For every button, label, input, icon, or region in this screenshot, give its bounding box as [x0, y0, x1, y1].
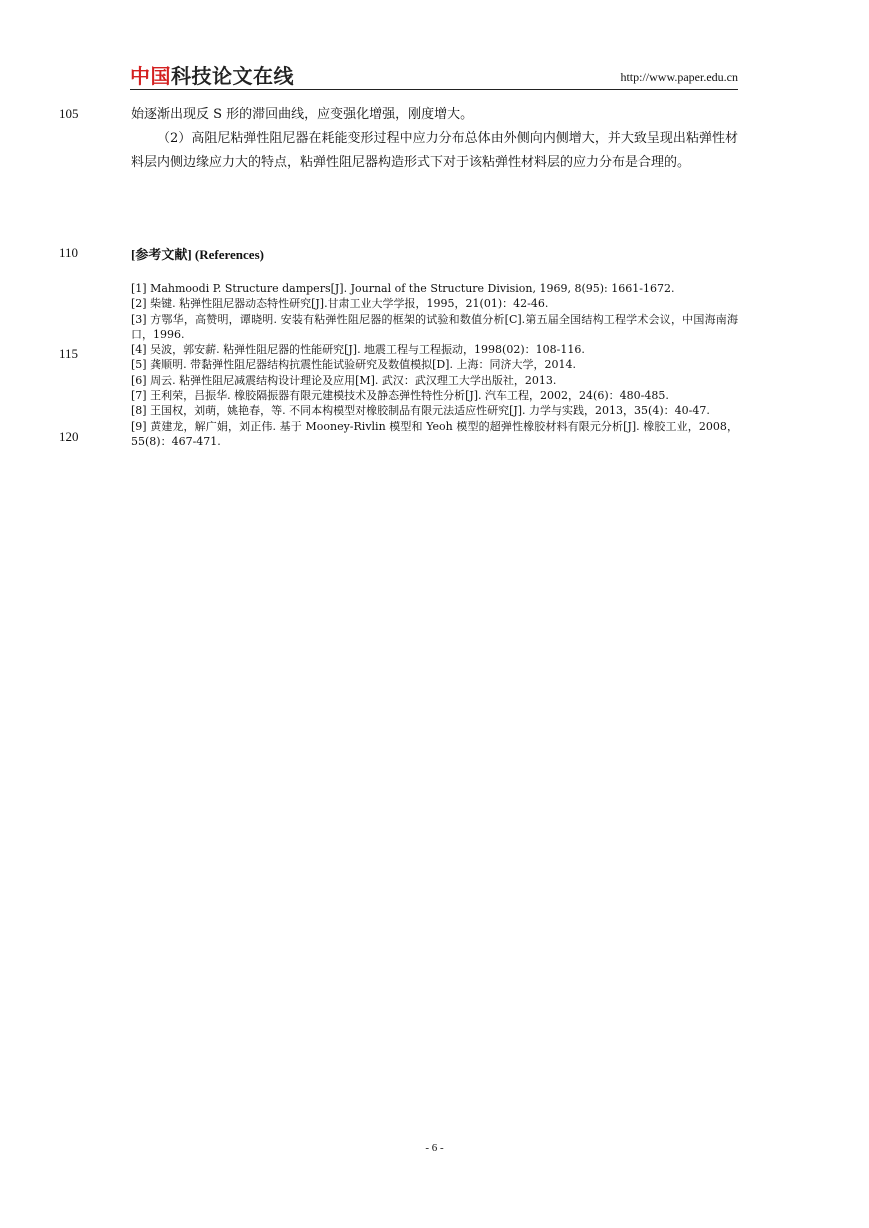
reference-item-4: [4] 吴波，郭安薪. 粘弹性阻尼器的性能研究[J]. 地震工程与工程振动，1998(02)：108-116. — [131, 343, 585, 357]
line-number-105: 105 — [59, 106, 79, 121]
reference-item-2: [2] 柴键. 粘弹性阻尼器动态特性研究[J].甘肃工业大学学报，1995，21(01)：42-46. — [131, 297, 549, 311]
references-list — [131, 281, 738, 449]
reference-item-1: [1] Mahmoodi P. Structure dampers[J]. Journal of the Structure Division, 1969, 8(95): 1661-1672. — [131, 282, 675, 295]
references-heading: [参考文献] (References) — [131, 247, 264, 262]
line-number-120: 120 — [59, 429, 79, 444]
page-number: - 6 - — [425, 1142, 444, 1154]
page-header — [130, 64, 738, 90]
line-number-115: 115 — [59, 346, 79, 361]
logo-text-dark: 科技论文在线 — [171, 64, 294, 88]
logo-text-red: 中国 — [130, 64, 171, 88]
reference-item-3: [3] 方鄂华，高赞明，谭晓明. 安装有粘弹性阻尼器的框架的试验和数值分析[C].第五届全国结构工程学术会议，中国海南海口，1996. — [131, 312, 738, 341]
body-paragraph-1: 始逐渐出现反 S 形的滞回曲线，应变强化增强，刚度增大。 — [131, 107, 474, 122]
header-url: http://www.paper.edu.cn — [620, 70, 738, 84]
line-number-110: 110 — [59, 245, 79, 260]
reference-item-5: [5] 龚顺明. 带黏弹性阻尼器结构抗震性能试验研究及数值模拟[D]. 上海：同济大学，2014. — [131, 358, 576, 372]
reference-item-6: [6] 周云. 粘弹性阻尼减震结构设计理论及应用[M]. 武汉：武汉理工大学出版社，2013. — [131, 373, 557, 387]
reference-item-9: [9] 黄建龙，解广娟，刘正伟. 基于 Mooney-Rivlin 模型和 Yeoh 模型的超弹性橡胶材料有限元分析[J]. 橡胶工业，2008，55(8)：467-471. — [131, 419, 738, 448]
site-logo — [130, 64, 294, 88]
body-paragraph-2: （2）高阻尼粘弹性阻尼器在耗能变形过程中应力分布总体由外侧向内侧增大，并大致呈现出粘弹性材料层内侧边缘应力大的特点，粘弹性阻尼器构造形式下对于该粘弹性材料层的应力分布是合理的。 — [131, 131, 738, 170]
reference-item-8: [8] 王国权，刘萌，姚艳春，等. 不同本构模型对橡胶制品有限元法适应性研究[J]. 力学与实践，2013，35(4)：40-47. — [131, 404, 710, 418]
reference-item-7: [7] 王利荣，吕振华. 橡胶隔振器有限元建模技术及静态弹性特性分析[J]. 汽车工程，2002，24(6)：480-485. — [131, 389, 669, 403]
